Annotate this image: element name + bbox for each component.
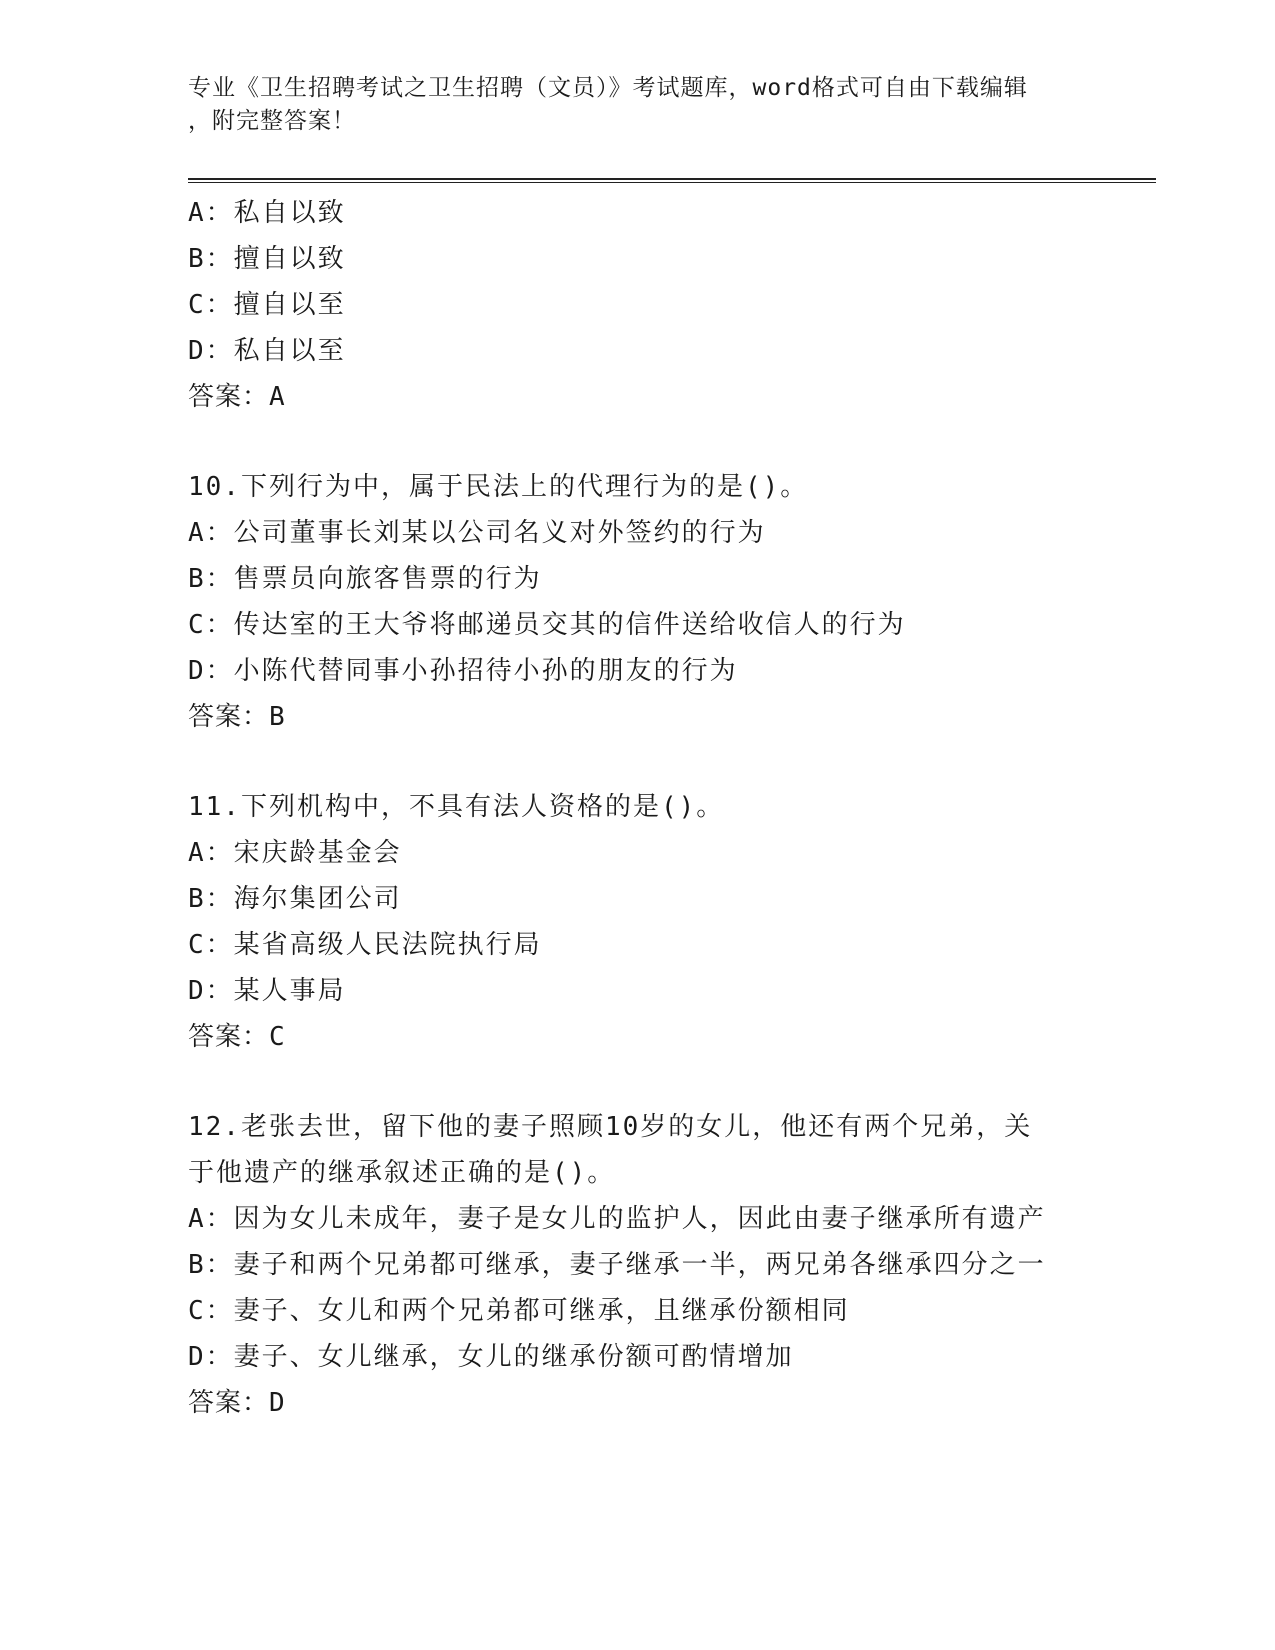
answer-label: 答案： bbox=[188, 702, 270, 732]
question-list bbox=[188, 190, 1088, 1426]
answer-value: C bbox=[269, 1022, 286, 1052]
option-b: B：妻子和两个兄弟都可继承，妻子继承一半，两兄弟各继承四分之一 bbox=[188, 1250, 1046, 1280]
option-d: D：私自以至 bbox=[188, 336, 346, 366]
option-a: A：因为女儿未成年，妻子是女儿的监护人，因此由妻子继承所有遗产 bbox=[188, 1204, 1046, 1234]
option-b: B：擅自以致 bbox=[188, 244, 346, 274]
option-d: D：某人事局 bbox=[188, 976, 346, 1006]
question-block-10 bbox=[188, 464, 1088, 740]
option-c: C：擅自以至 bbox=[188, 290, 346, 320]
question-block-prev bbox=[188, 190, 1088, 420]
option-c: C：某省高级人民法院执行局 bbox=[188, 930, 542, 960]
option-d: D：小陈代替同事小孙招待小孙的朋友的行为 bbox=[188, 656, 738, 686]
question-stem-line-1: 12.老张去世，留下他的妻子照顾10岁的女儿，他还有两个兄弟，关 bbox=[188, 1112, 1033, 1142]
option-a: A：公司董事长刘某以公司名义对外签约的行为 bbox=[188, 518, 766, 548]
answer-label: 答案： bbox=[188, 1022, 270, 1052]
question-stem-line-2: 于他遗产的继承叙述正确的是()。 bbox=[188, 1158, 616, 1188]
option-b: B：海尔集团公司 bbox=[188, 884, 402, 914]
answer-value: B bbox=[269, 702, 286, 732]
option-c: C：妻子、女儿和两个兄弟都可继承，且继承份额相同 bbox=[188, 1296, 850, 1326]
question-stem: 11.下列机构中，不具有法人资格的是()。 bbox=[188, 792, 725, 822]
header-line-1: 专业《卫生招聘考试之卫生招聘（文员）》考试题库，word格式可自由下载编辑 bbox=[188, 75, 1028, 101]
option-a: A：私自以致 bbox=[188, 198, 346, 228]
header-line-2: ，附完整答案！ bbox=[188, 108, 356, 134]
option-b: B：售票员向旅客售票的行为 bbox=[188, 564, 542, 594]
answer-label: 答案： bbox=[188, 1388, 270, 1418]
option-a: A：宋庆龄基金会 bbox=[188, 838, 402, 868]
answer-label: 答案： bbox=[188, 382, 270, 412]
question-block-12 bbox=[188, 1104, 1088, 1426]
option-d: D：妻子、女儿继承，女儿的继承份额可酌情增加 bbox=[188, 1342, 794, 1372]
question-block-11 bbox=[188, 784, 1088, 1060]
answer-line bbox=[188, 694, 1088, 740]
answer-value: D bbox=[269, 1388, 286, 1418]
answer-value: A bbox=[269, 382, 286, 412]
answer-line bbox=[188, 1014, 1088, 1060]
document-header bbox=[188, 72, 1068, 138]
answer-line bbox=[188, 1380, 1088, 1426]
header-divider bbox=[188, 178, 1156, 183]
answer-line bbox=[188, 374, 1088, 420]
option-c: C：传达室的王大爷将邮递员交其的信件送给收信人的行为 bbox=[188, 610, 906, 640]
question-stem: 10.下列行为中，属于民法上的代理行为的是()。 bbox=[188, 472, 809, 502]
